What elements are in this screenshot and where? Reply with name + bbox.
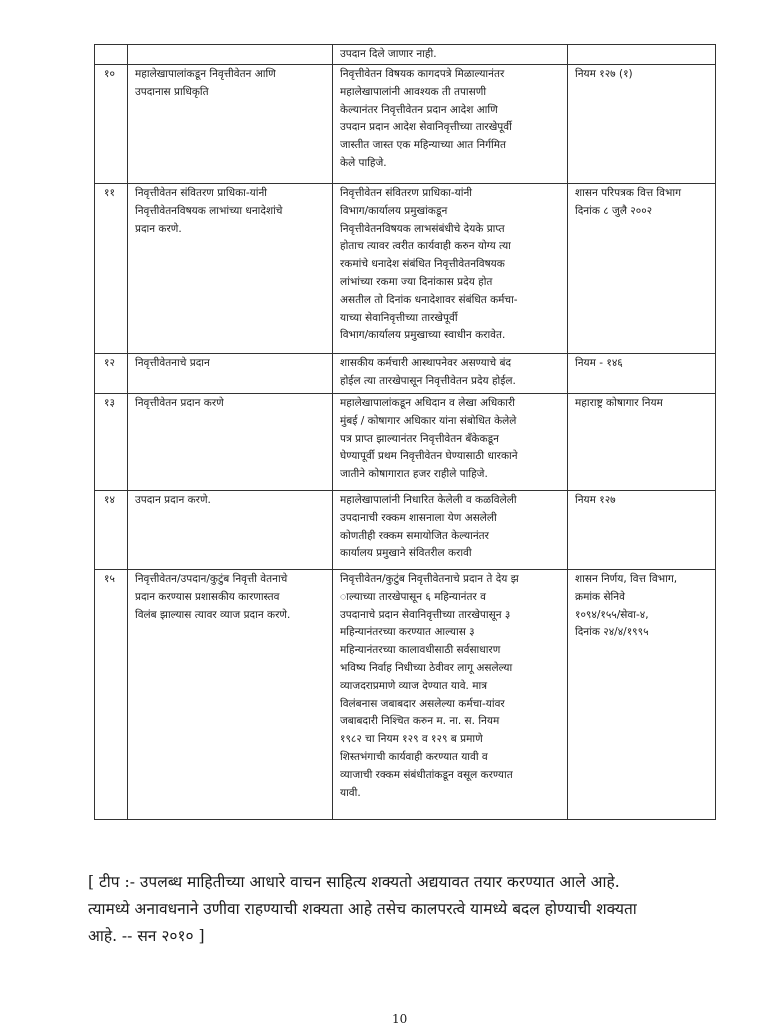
row-reference: महाराष्ट्र कोषागार नियम	[568, 394, 716, 491]
row-details: निवृत्तीवेतन/कुटुंब निवृत्तीवेतनाचे प्रदान ते देय झ ाल्याच्या तारखेपासून ६ महिन्यानंतर व उपदानाचे प्रदान सेवानिवृत्तीच्या तारखेपासून ३ महिन्यानंतरच्या करण्यात आल्यास ३ महिन्यानंतरच्या कालावधीसाठी सर्वसाधारण भविष्य निर्वाह निधीच्या ठेवीवर लागू असलेल्या व्याजदराप्रमाणे व्याज देण्यात यावे. मात्र विलंबनास जबाबदार असलेल्या कर्मचा-यांवर जबाबदारी निश्चित करुन म. ना. स. नियम १९८२ चा नियम १२९ व १२९ ब प्रमाणे शिस्तभंगाची कार्यवाही करण्यात यावी व व्याजाची रक्कम संबंधीतांकडून वसूल करण्यात यावी.	[333, 570, 568, 820]
table-row	[95, 394, 716, 491]
table-row	[95, 65, 716, 184]
table-row	[95, 354, 716, 394]
row-number: ११	[95, 184, 128, 354]
row-subject: निवृत्तीवेतनाचे प्रदान	[128, 354, 333, 394]
row-details: निवृत्तीवेतन विषयक कागदपत्रे मिळाल्यानंतर महालेखापालांनी आवश्यक ती तपासणी केल्यानंतर निवृत्तीवेतन प्रदान आदेश आणि उपदान प्रदान आदेश सेवानिवृत्तीच्या तारखेपूर्वी जास्तीत जास्त एक महिन्याच्या आत निर्गमित केले पाहिजे.	[333, 65, 568, 184]
row-subject: उपदान प्रदान करणे.	[128, 491, 333, 570]
row-number: १४	[95, 491, 128, 570]
table-row	[95, 184, 716, 354]
row-number: १०	[95, 65, 128, 184]
row-details: महालेखापालांनी निधारित केलेली व कळविलेली उपदानाची रक्कम शासनाला येण असलेली कोणतीही रक्कम समायोजित केल्यानंतर कार्यालय प्रमुखाने संवितरील करावी	[333, 491, 568, 570]
row-reference: नियम - १४६	[568, 354, 716, 394]
row-reference	[568, 45, 716, 65]
row-number	[95, 45, 128, 65]
row-subject: निवृत्तीवेतन प्रदान करणे	[128, 394, 333, 491]
row-reference: नियम १२७	[568, 491, 716, 570]
table-row	[95, 570, 716, 820]
rules-table	[94, 44, 716, 820]
row-reference: शासन निर्णय, वित्त विभाग, क्रमांक सेनिवे १०९४/१५५/सेवा-४, दिनांक २४/४/१९९५	[568, 570, 716, 820]
footnote: [ टीप :- उपलब्ध माहितीच्या आधारे वाचन साहित्य शक्यतो अद्ययावत तयार करण्यात आले आहे. त्यामध्ये अनावधनाने उणीवा राहण्याची शक्यता आहे तसेच कालपरत्वे यामध्ये बदल होण्याची शक्यता आहे. -- सन २०१० ]	[88, 873, 637, 945]
row-reference: नियम १२७ (१)	[568, 65, 716, 184]
page-number: 10	[392, 1012, 408, 1026]
row-subject	[128, 45, 333, 65]
row-number: १२	[95, 354, 128, 394]
row-details: महालेखापालांकडून अधिदान व लेखा अधिकारी मुंबई / कोषागार अधिकार यांना संबोधित केलेले पत्र प्राप्त झाल्यानंतर निवृत्तीवेतन बँकेकडून घेण्यापूर्वी प्रथम निवृत्तीवेतन घेण्यासाठी धारकाने जातीने कोषागारात हजर राहीले पाहिजे.	[333, 394, 568, 491]
row-subject: निवृत्तीवेतन संवितरण प्राधिका-यांनी निवृत्तीवेतनविषयक लाभांच्या धनादेशांचे प्रदान करणे.	[128, 184, 333, 354]
row-subject: महालेखापालांकडून निवृत्तीवेतन आणि उपदानास प्राधिकृति	[128, 65, 333, 184]
table-row	[95, 491, 716, 570]
row-details: शासकीय कर्मचारी आस्थापनेवर असण्याचे बंद होईल त्या तारखेपासून निवृत्तीवेतन प्रदेय होईल.	[333, 354, 568, 394]
row-details: निवृत्तीवेतन संवितरण प्राधिका-यांनी विभाग/कार्यालय प्रमुखांकडून निवृत्तीवेतनविषयक लाभसंबंधीचे देयके प्राप्त होताच त्यावर त्वरीत कार्यवाही करुन योग्य त्या रकमांचे धनादेश संबंधित निवृत्तीवेतनविषयक लांभांच्या रकमा ज्या दिनांकास प्रदेय होत असतील तो दिनांक धनादेशावर संबंधित कर्मचा- याच्या सेवानिवृत्तीच्या तारखेपूर्वी विभाग/कार्यालय प्रमुखाच्या स्वाधीन करावेत.	[333, 184, 568, 354]
row-number: १५	[95, 570, 128, 820]
row-number: १३	[95, 394, 128, 491]
row-reference: शासन परिपत्रक वित्त विभाग दिनांक ८ जुलै २००२	[568, 184, 716, 354]
row-details: उपदान दिले जाणार नाही.	[333, 45, 568, 65]
row-subject: निवृत्तीवेतन/उपदान/कुटुंब निवृत्ती वेतनाचे प्रदान करण्यास प्रशासकीय कारणास्तव विलंब झाल्यास त्यावर व्याज प्रदान करणे.	[128, 570, 333, 820]
table-row	[95, 45, 716, 65]
